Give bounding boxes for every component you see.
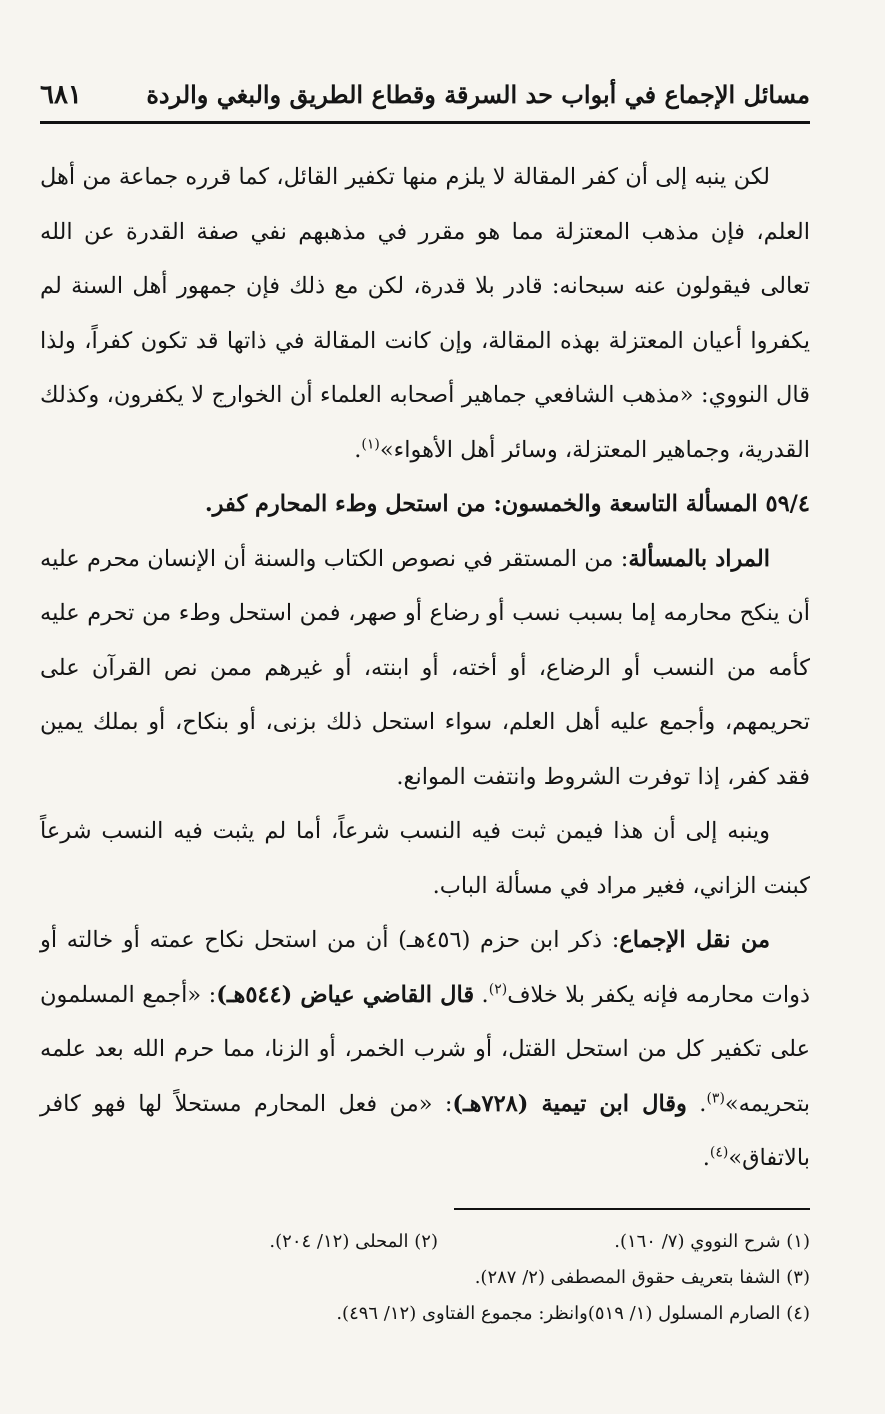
paragraph-2-label: المراد بالمسألة [628, 545, 770, 572]
footnote-3: (٣) الشفا بتعريف حقوق المصطفى (٢/ ٢٨٧). [474, 1267, 810, 1288]
paragraph-1 [40, 150, 810, 477]
paragraph-4-label: من نقل الإجماع [619, 927, 770, 953]
footnote-ref-1: (١) [361, 436, 380, 452]
paragraph-3: وينبه إلى أن هذا فيمن ثبت فيه النسب شرعاً، أما لم يثبت فيه النسب شرعاً كبنت الزاني، فغير مراد في مسألة الباب. [40, 818, 810, 899]
footnote-ref-3: (٣) [706, 1090, 725, 1106]
footnote-ref-2: (٢) [488, 981, 508, 997]
paragraph-4-text-c: : «أجمع المسلمون على تكفير كل من استحل القتل، أو شرب الخمر، أو الزنا، مما حرم الله بعد علمه بتحريمه» [40, 981, 810, 1117]
footnote-row-1 [40, 1224, 810, 1260]
section-heading: ٥٩/٤ المسألة التاسعة والخمسون: من استحل وطء المحارم كفر. [204, 491, 810, 517]
page-number: ٦٨١ [40, 80, 82, 110]
paragraph-4-text-a: : ذكر ابن حزم (٤٥٦هـ) أن من استحل نكاح عمته أو خالته أو ذوات محارمه فإنه يكفر بلا خلاف [40, 927, 810, 1008]
footnote-ref-4: (٤) [709, 1144, 729, 1161]
footnote-2: (٢) المحلى (١٢/ ٢٠٤). [269, 1231, 438, 1252]
header-rule [40, 121, 810, 124]
footnote-separator [454, 1208, 810, 1210]
ibn-taymiyya-citation: وقال ابن تيمية (٧٢٨هـ) [452, 1090, 687, 1117]
main-text [40, 150, 810, 1186]
paragraph-4-text-d: . [686, 1090, 707, 1117]
paragraph-2-text: : من المستقر في نصوص الكتاب والسنة أن الإنسان محرم عليه أن ينكح محارمه إما بسبب نسب أو رضاع أو صهر، فمن استحل وطء من تحرم عليه كأمه من النسب أو الرضاع، أو أخته، أو ابنته، أو غيرهم ممن نص القرآن على تحريمهم، وأجمع عليه أهل العلم، سواء استحل ذلك بزنى، أو بنكاح، أو بملك يمين فقد كفر، إذا توفرت الشروط وانتفت الموانع. [40, 545, 810, 790]
footnote-4: (٤) الصارم المسلول (١/ ٥١٩)وانظر: مجموع الفتاوى (١٢/ ٤٩٦). [336, 1303, 810, 1324]
paragraph-4-end: . [702, 1145, 710, 1171]
paragraph-4 [40, 913, 810, 1186]
paragraph-4-text-b: . [474, 981, 489, 1008]
paragraph-1-end: . [354, 436, 362, 463]
running-title: مسائل الإجماع في أبواب حد السرقة وقطاع الطريق والبغي والردة [146, 80, 810, 109]
paragraph-1-text: لكن ينبه إلى أن كفر المقالة لا يلزم منها تكفير القائل، كما قرره جماعة من أهل العلم، فإن مذهب المعتزلة مما هو مقرر في مذهبهم نفي صفة القدرة عن الله تعالى فيقولون عنه سبحانه: قادر بلا قدرة، لكن مع ذلك فإن جمهور أهل السنة لم يكفروا أعيان المعتزلة بهذه المقالة، وإن كانت المقالة في ذاتها قد تكون كفراً، ولذا قال النووي: «مذهب الشافعي جماهير أصحابه العلماء أن الخوارج لا يكفرون، وكذلك القدرية، وجماهير المعتزلة، وسائر أهل الأهواء» [40, 164, 810, 463]
footnotes [40, 1224, 810, 1332]
paragraph-2 [40, 532, 810, 805]
qadi-iyad-citation: قال القاضي عياض (٥٤٤هـ) [216, 981, 475, 1008]
footnote-1: (١) شرح النووي (٧/ ١٦٠). [614, 1231, 810, 1252]
paragraph-4-text-e: : «من فعل المحارم مستحلاً لها فهو كافر بالاتفاق» [40, 1090, 810, 1171]
page-header [40, 80, 810, 116]
